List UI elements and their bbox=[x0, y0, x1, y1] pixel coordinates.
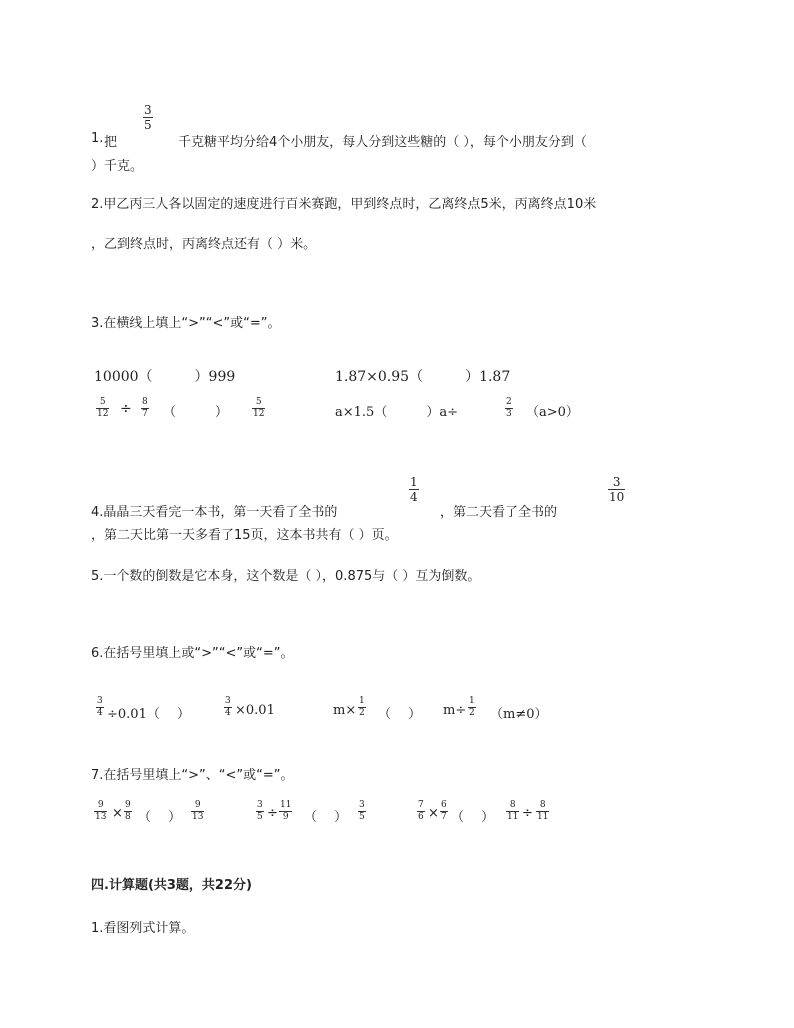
denominator: 3 bbox=[506, 409, 512, 419]
denominator: 4 bbox=[410, 490, 418, 504]
q6-b-paren: （ ） bbox=[378, 707, 422, 722]
denominator: 5 bbox=[257, 812, 263, 822]
q6-b-cond: （m≠0） bbox=[490, 707, 548, 722]
q7-b-frac3 bbox=[358, 801, 366, 822]
q6-a-frac1 bbox=[96, 697, 104, 718]
q3-row1-b: 1.87×0.95（ ）1.87 bbox=[335, 369, 511, 385]
numerator: 9 bbox=[125, 800, 131, 810]
denominator: 11 bbox=[537, 812, 549, 822]
q4-line1a: 4.晶晶三天看完一本书，第一天看了全书的 bbox=[91, 505, 338, 520]
q3-r2a-paren: （ ） bbox=[163, 405, 229, 420]
numerator: 7 bbox=[418, 800, 424, 810]
numerator: 11 bbox=[280, 800, 292, 810]
q7-c-frac1 bbox=[417, 801, 425, 822]
numerator: 3 bbox=[359, 800, 365, 810]
denominator: 8 bbox=[125, 812, 131, 822]
q1-line2: ）千克。 bbox=[91, 159, 144, 174]
q3-r2b-cond: （a>0） bbox=[526, 405, 579, 420]
q3-title: 3.在横线上填上“>”“<”或“=”。 bbox=[91, 316, 281, 331]
q6-b-frac1 bbox=[358, 697, 366, 718]
denominator: 6 bbox=[418, 812, 424, 822]
denominator: 11 bbox=[507, 812, 519, 822]
denominator: 4 bbox=[97, 708, 103, 718]
q1-number: 1. bbox=[91, 131, 104, 146]
q7-b-op: ÷ bbox=[267, 806, 278, 821]
q1-ba: 把 bbox=[104, 135, 118, 150]
numerator: 6 bbox=[441, 800, 447, 810]
q5-text: 5.一个数的倒数是它本身，这个数是（ ），0.875与（ ）互为倒数。 bbox=[91, 569, 481, 584]
q3-r2a-frac2 bbox=[141, 398, 149, 419]
q6-b-frac2 bbox=[468, 697, 476, 718]
numerator: 5 bbox=[255, 397, 262, 407]
numerator: 8 bbox=[509, 800, 516, 810]
q7-a-frac3 bbox=[191, 801, 204, 822]
q6-b-m2: m÷ bbox=[443, 703, 467, 718]
q4-fraction2 bbox=[608, 476, 625, 503]
s4q1-text: 1.看图列式计算。 bbox=[91, 921, 195, 936]
q2-line1: 2.甲乙丙三人各以固定的速度进行百米赛跑，甲到终点时，乙离终点5米，丙离终点10米 bbox=[91, 197, 597, 212]
q3-r2a-div: ÷ bbox=[120, 401, 132, 417]
section4-title: 四.计算题(共3题，共22分) bbox=[91, 878, 252, 893]
q7-c-op: × bbox=[428, 806, 439, 821]
q7-a-paren: （ ） bbox=[138, 810, 182, 825]
denominator: 10 bbox=[609, 490, 625, 504]
numerator: 2 bbox=[506, 397, 512, 407]
q1-fraction bbox=[143, 104, 153, 131]
numerator: 3 bbox=[97, 696, 103, 706]
numerator: 5 bbox=[99, 397, 106, 407]
numerator: 9 bbox=[194, 800, 201, 810]
numerator: 1 bbox=[469, 696, 475, 706]
q3-r2b-frac bbox=[505, 398, 513, 419]
denominator: 13 bbox=[192, 812, 204, 822]
denominator: 2 bbox=[469, 708, 475, 718]
numerator: 8 bbox=[142, 397, 148, 407]
q6-a-frac2 bbox=[224, 697, 232, 718]
q7-title: 7.在括号里填上“>”、“<”或“=”。 bbox=[91, 768, 294, 783]
q7-a-frac1 bbox=[94, 801, 107, 822]
q6-title: 6.在括号里填上或“>”“<”或“=”。 bbox=[91, 646, 294, 661]
numerator: 3 bbox=[612, 475, 621, 489]
q7-c-paren: （ ） bbox=[451, 810, 495, 825]
numerator: 9 bbox=[97, 800, 104, 810]
q3-row1-a: 10000（ ）999 bbox=[94, 369, 236, 385]
denominator: 4 bbox=[225, 708, 231, 718]
numerator: 8 bbox=[539, 800, 546, 810]
q7-b-frac1 bbox=[256, 801, 264, 822]
q6-b-m1: m× bbox=[333, 703, 357, 718]
q7-b-paren: （ ） bbox=[304, 810, 348, 825]
q4-fraction1 bbox=[409, 476, 419, 503]
denominator: 5 bbox=[144, 118, 152, 132]
q7-b-frac2 bbox=[279, 801, 292, 822]
q7-c-op2: ÷ bbox=[522, 806, 533, 821]
q6-a-mid: ÷0.01（ ） bbox=[107, 707, 190, 722]
denominator: 9 bbox=[282, 812, 289, 822]
numerator: 3 bbox=[144, 103, 152, 117]
numerator: 3 bbox=[257, 800, 263, 810]
q6-a-end: ×0.01 bbox=[235, 703, 275, 718]
denominator: 12 bbox=[253, 409, 265, 419]
numerator: 3 bbox=[225, 696, 231, 706]
q3-r2a-frac3 bbox=[252, 398, 265, 419]
q7-c-frac3 bbox=[506, 801, 519, 822]
q2-line2: ，乙到终点时，丙离终点还有（ ）米。 bbox=[91, 237, 317, 252]
denominator: 7 bbox=[441, 812, 447, 822]
q3-r2b-expr: a×1.5（ ）a÷ bbox=[335, 405, 458, 420]
numerator: 1 bbox=[359, 696, 365, 706]
denominator: 12 bbox=[97, 409, 109, 419]
denominator: 13 bbox=[95, 812, 107, 822]
q7-a-frac2 bbox=[124, 801, 132, 822]
denominator: 5 bbox=[359, 812, 365, 822]
q1-line1: 千克糖平均分给4个小朋友，每人分到这些糖的（ ），每个小朋友分到（ bbox=[178, 135, 587, 150]
q7-a-op: × bbox=[112, 806, 123, 821]
q7-c-frac4 bbox=[536, 801, 549, 822]
q4-line1b: ，第二天看了全书的 bbox=[440, 505, 558, 520]
denominator: 2 bbox=[359, 708, 365, 718]
q7-c-frac2 bbox=[440, 801, 448, 822]
q4-line2: ，第二天比第一天多看了15页，这本书共有（ ）页。 bbox=[91, 528, 398, 543]
denominator: 7 bbox=[142, 409, 148, 419]
numerator: 1 bbox=[410, 475, 418, 489]
q3-r2a-frac1 bbox=[96, 398, 109, 419]
